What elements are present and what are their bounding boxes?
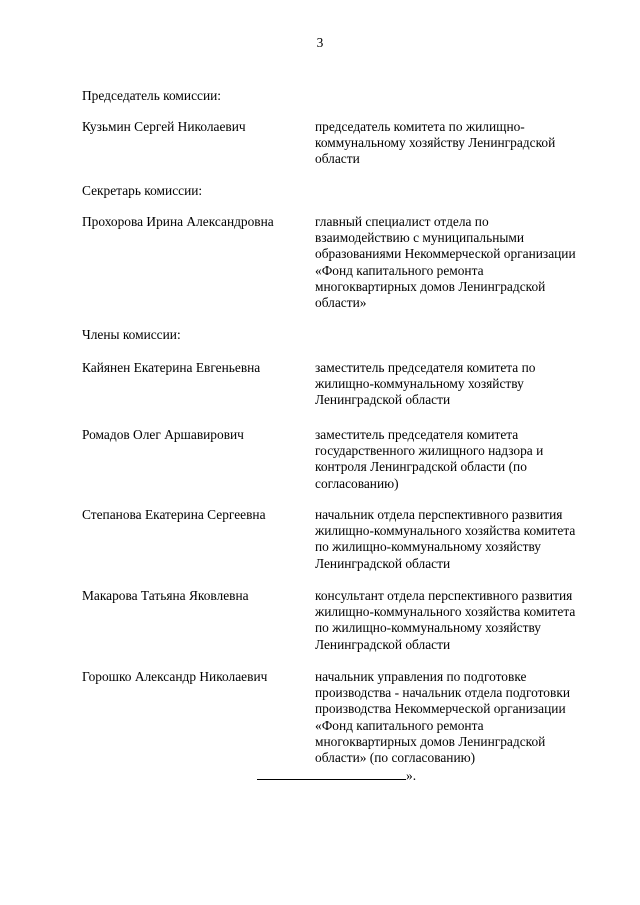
position-line: образованиями Некоммерческой организации <box>315 246 576 262</box>
position-line: государственного жилищного надзора и <box>315 443 544 459</box>
position-line: взаимодействию с муниципальными <box>315 230 525 246</box>
member-position <box>315 360 605 409</box>
position-line: председатель комитета по жилищно- <box>315 119 525 134</box>
position-line: Ленинградской области <box>315 555 451 571</box>
position-line: области» (по согласованию) <box>315 750 476 766</box>
position-line: многоквартирных домов Ленинградской <box>315 733 546 749</box>
member-name: Степанова Екатерина Сергеевна <box>82 507 266 522</box>
member-position <box>315 669 605 766</box>
position-line: жилищно-коммунальному хозяйству <box>315 376 524 392</box>
position-line: производства - начальник отдела подготовки <box>315 685 571 701</box>
member-name: Горошко Александр Николаевич <box>82 669 268 684</box>
member-position <box>315 119 605 168</box>
position-line: контроля Ленинградской области (по <box>315 459 527 475</box>
position-line: главный специалист отдела по <box>315 214 489 229</box>
member-name: Кузьмин Сергей Николаевич <box>82 119 246 134</box>
position-line: области» <box>315 295 367 311</box>
position-line: многоквартирных домов Ленинградской <box>315 278 546 294</box>
position-line: по жилищно-коммунальному хозяйству <box>315 620 542 636</box>
member-position <box>315 214 605 311</box>
position-line: жилищно-коммунального хозяйства комитета <box>315 523 576 539</box>
position-line: жилищно-коммунального хозяйства комитета <box>315 604 576 620</box>
position-line: согласованию) <box>315 475 399 491</box>
chairman-heading: Председатель комиссии: <box>82 88 222 103</box>
position-line: Ленинградской области <box>315 392 451 408</box>
position-line: коммунальному хозяйству Ленинградской <box>315 135 556 151</box>
member-position <box>315 427 605 492</box>
secretary-heading: Секретарь комиссии: <box>82 183 203 198</box>
position-line: производства Некоммерческой организации <box>315 701 566 717</box>
position-line: области <box>315 151 360 167</box>
member-name: Макарова Татьяна Яковлевна <box>82 588 249 603</box>
closing-line <box>257 766 416 784</box>
page-number: 3 <box>316 35 324 50</box>
position-line: по жилищно-коммунальному хозяйству <box>315 539 542 555</box>
position-line: Ленинградской области <box>315 636 451 652</box>
position-line: заместитель председателя комитета <box>315 427 519 442</box>
members-heading: Члены комиссии: <box>82 327 181 342</box>
member-position <box>315 588 605 653</box>
position-line: начальник управления по подготовке <box>315 669 527 684</box>
member-name: Кайянен Екатерина Евгеньевна <box>82 360 261 375</box>
position-line: «Фонд капитального ремонта <box>315 717 484 733</box>
member-name: Ромадов Олег Аршавирович <box>82 427 244 442</box>
position-line: начальник отдела перспективного развития <box>315 507 563 522</box>
position-line: «Фонд капитального ремонта <box>315 262 484 278</box>
closing-quote: ». <box>406 768 417 783</box>
position-line: консультант отдела перспективного развития <box>315 588 573 603</box>
member-name: Прохорова Ирина Александровна <box>82 214 274 229</box>
position-line: заместитель председателя комитета по <box>315 360 536 375</box>
member-position <box>315 507 605 572</box>
signature-blank <box>257 766 406 780</box>
